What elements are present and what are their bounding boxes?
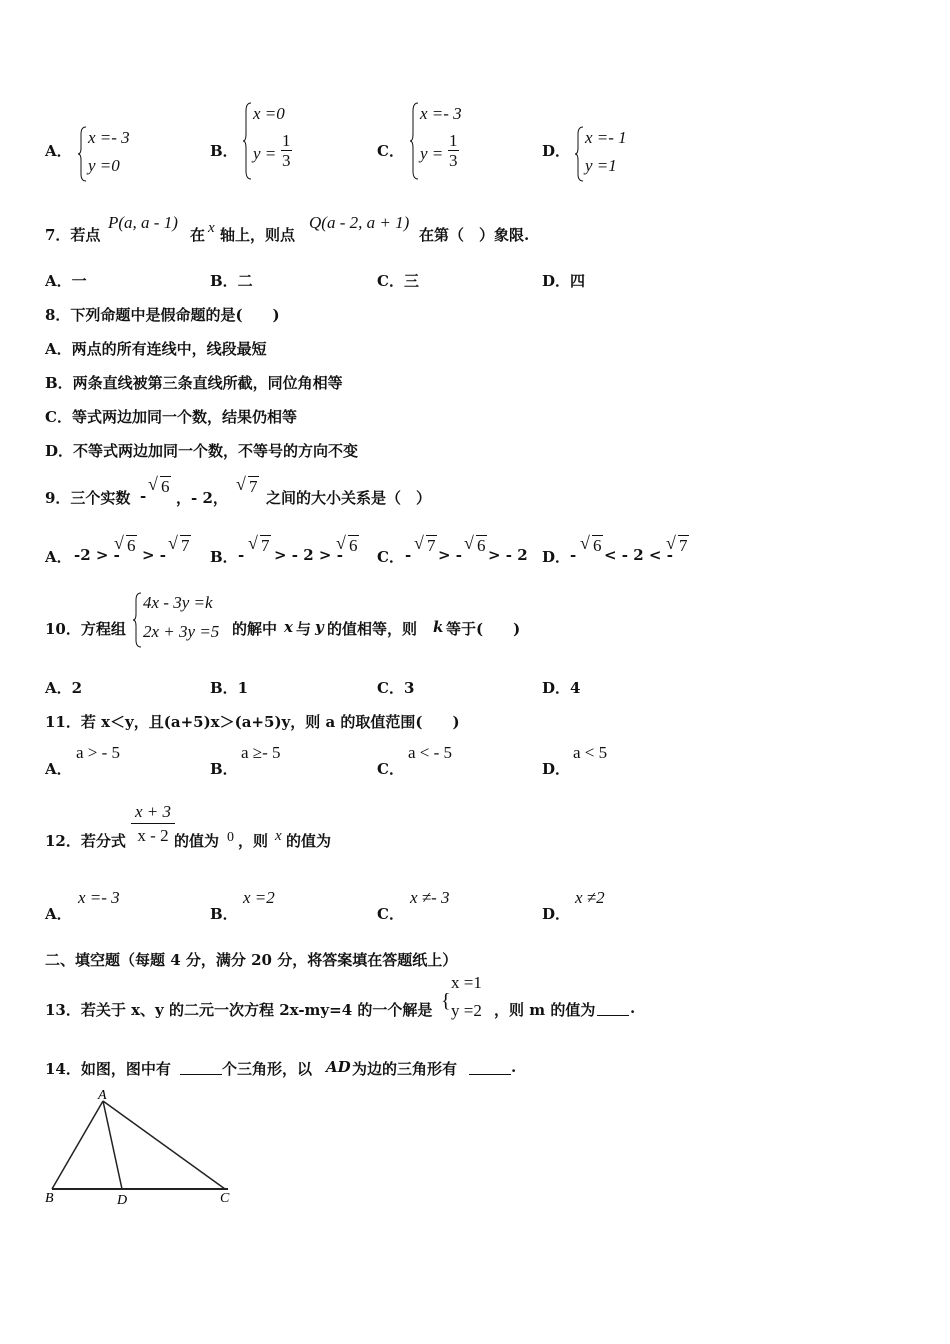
q13-end: . — [630, 999, 636, 1017]
label-a: A — [98, 1088, 107, 1103]
side-ac — [103, 1101, 225, 1189]
q9-option-d-label: D． — [542, 548, 571, 566]
q7-option-a: A．一 — [45, 272, 87, 290]
q10-number: 10．方程组 — [45, 620, 126, 638]
label-b: B — [45, 1191, 54, 1206]
q13-tail: ，则 m 的值为 — [494, 1001, 596, 1019]
q8-stem: 8．下列命题中是假命题的是( ) — [45, 306, 280, 324]
q6-b-line2: y = — [253, 144, 277, 163]
q7-text-tail: 在第（ ）象限. — [419, 226, 530, 244]
q7-var-x: x — [208, 220, 215, 236]
q7-point-p: P(a, a - 1) — [108, 213, 178, 232]
q12-mid: 的值为 — [174, 832, 220, 850]
q7-option-d: D．四 — [542, 272, 586, 290]
q14-segment-ad: AD — [326, 1058, 351, 1076]
q9-sqrt6: √ 6 — [150, 477, 171, 497]
brace-icon — [133, 592, 143, 648]
q14-answer-blank-2[interactable] — [469, 1074, 511, 1075]
q6-c-line1: x =- 3 — [420, 104, 462, 123]
q10-option-c: C．3 — [377, 679, 415, 697]
q12-option-c-label: C． — [377, 905, 404, 923]
brace-icon — [243, 102, 253, 180]
q7-point-q: Q(a - 2, a + 1) — [309, 213, 410, 232]
label-d: D — [117, 1193, 128, 1208]
q9-sqrt7: √ 7 — [238, 477, 259, 497]
q6-option-b-system — [243, 102, 323, 180]
q6-option-a-label: A． — [45, 142, 72, 160]
q12-option-a: x =- 3 — [78, 888, 120, 907]
q10-var-x: x — [284, 618, 293, 636]
q6-option-d-label: D． — [542, 142, 571, 160]
q9-option-b-label: B． — [210, 548, 238, 566]
q12-option-a-label: A． — [45, 905, 72, 923]
q9-c-sqrt7: √ 7 — [416, 536, 437, 556]
q12-tail: 的值为 — [286, 832, 332, 850]
q11-stem: 11．若 x＜y，且(a+5)x＞(a+5)y，则 a 的取值范围( ) — [45, 713, 460, 731]
q8-option-c: C．等式两边加同一个数，结果仍相等 — [45, 408, 297, 426]
q13-brace-icon: { — [441, 990, 451, 1012]
q9-tail: 之间的大小关系是（ ） — [266, 489, 432, 507]
q6-option-a-system — [78, 126, 158, 182]
q6-b-line1: x =0 — [253, 104, 285, 123]
q11-option-b-label: B． — [210, 760, 238, 778]
q10-option-d: D．4 — [542, 679, 581, 697]
q8-option-a: A．两点的所有连线中，线段最短 — [45, 340, 267, 358]
q8-option-d: D．不等式两边加同一个数，不等号的方向不变 — [45, 442, 359, 460]
q11-option-c-label: C． — [377, 760, 404, 778]
q12-fraction: $\frac{x + 3}{x - 2}$ — [131, 803, 175, 844]
q9-minus: - — [140, 487, 147, 505]
q14-mid: 个三角形，以 — [222, 1060, 313, 1078]
q12-number: 12．若分式 — [45, 832, 126, 850]
q7-text-mid: 在 — [190, 226, 206, 244]
q6-option-b-label: B． — [210, 142, 238, 160]
q9-b-part1: - — [238, 546, 245, 564]
q12-zero: 0 — [227, 830, 234, 845]
side-ab — [52, 1101, 103, 1189]
q9-b-sqrt6: √ 6 — [338, 536, 359, 556]
q9-a-part2: > - — [142, 546, 167, 564]
q7-option-b: B．二 — [210, 272, 253, 290]
q14-end: . — [511, 1058, 517, 1076]
q10-var-y: y — [315, 618, 324, 636]
segment-ad — [103, 1101, 122, 1189]
q6-option-d-system — [575, 126, 655, 182]
q8-option-b: B．两条直线被第三条直线所截，同位角相等 — [45, 374, 343, 392]
brace-icon — [78, 126, 88, 182]
q10-system — [133, 592, 233, 648]
q10-tail: 等于( ) — [446, 620, 521, 638]
q10-option-b: B．1 — [210, 679, 249, 697]
q9-d-sqrt6: √ 6 — [582, 536, 603, 556]
q12-var-x: x — [275, 828, 282, 844]
section-2-heading: 二、填空题（每题 4 分，满分 20 分，将答案填在答题纸上） — [45, 951, 458, 969]
q9-d-sqrt7: √ 7 — [668, 536, 689, 556]
q6-c-fraction: $\frac{1}{3}$ — [449, 131, 458, 170]
brace-icon — [575, 126, 585, 182]
q13-line1: x =1 — [451, 973, 482, 992]
q13-answer-blank[interactable] — [597, 1015, 629, 1016]
q12-option-b-label: B． — [210, 905, 238, 923]
q9-c-part2: > - — [438, 546, 463, 564]
q9-d-part1: - — [570, 546, 577, 564]
q10-var-k: k — [433, 618, 444, 636]
q9-a-sqrt6: √ 6 — [116, 536, 137, 556]
q9-option-a-label: A． — [45, 548, 72, 566]
q6-d-line1: x =- 1 — [585, 128, 627, 147]
q6-a-line2: y =0 — [88, 156, 120, 175]
q11-option-c: a < - 5 — [408, 743, 453, 762]
q11-option-a-label: A． — [45, 760, 72, 778]
q6-option-c-system — [410, 102, 490, 180]
q12-option-d-label: D． — [542, 905, 571, 923]
q10-eq1: 4x - 3y =k — [143, 593, 213, 612]
q12-comma: ，则 — [238, 832, 269, 850]
q6-a-line1: x =- 3 — [88, 128, 130, 147]
q9-a-part1: -2 > - — [74, 546, 120, 564]
q10-mid2: 与 — [296, 620, 312, 638]
q9-d-part2: < - 2 < - — [604, 546, 673, 564]
q11-option-b: a ≥- 5 — [241, 743, 281, 762]
q10-mid1: 的解中 — [232, 620, 278, 638]
q9-b-sqrt7: √ 7 — [250, 536, 271, 556]
q12-option-b: x =2 — [243, 888, 275, 907]
q12-option-c: x ≠- 3 — [410, 888, 450, 907]
q14-prefix: 14．如图，图中有 — [45, 1060, 171, 1078]
q6-b-fraction: $\frac{1}{3}$ — [282, 131, 291, 170]
q10-option-a: A．2 — [45, 679, 83, 697]
q7-option-c: C．三 — [377, 272, 419, 290]
q9-c-sqrt6: √ 6 — [466, 536, 487, 556]
q12-option-d: x ≠2 — [575, 888, 605, 907]
q9-a-sqrt7: √ 7 — [170, 536, 191, 556]
q9-sep: ，- 2， — [176, 489, 228, 507]
q7-text-axis: 轴上，则点 — [220, 226, 296, 244]
q6-option-c-label: C． — [377, 142, 404, 160]
q9-b-part2: > - 2 > - — [274, 546, 343, 564]
q14-mid2: 为边的三角形有 — [352, 1060, 458, 1078]
q10-eq2: 2x + 3y =5 — [143, 622, 220, 641]
q6-c-line2: y = — [420, 144, 444, 163]
q11-option-d: a < 5 — [573, 743, 608, 762]
q14-answer-blank-1[interactable] — [180, 1074, 222, 1075]
q9-c-part3: > - 2 — [488, 546, 528, 564]
triangle-figure — [40, 1085, 240, 1210]
q7-number: 7．若点 — [45, 226, 101, 244]
q11-option-d-label: D． — [542, 760, 571, 778]
q9-c-part1: - — [405, 546, 412, 564]
q6-d-line2: y =1 — [585, 156, 617, 175]
q11-option-a: a > - 5 — [76, 743, 121, 762]
q9-prefix: 9．三个实数 — [45, 489, 131, 507]
q13-prefix: 13．若关于 x、y 的二元一次方程 2x-my=4 的一个解是 — [45, 1001, 433, 1019]
brace-icon — [410, 102, 420, 180]
label-c: C — [220, 1191, 230, 1206]
q10-mid3: 的值相等，则 — [327, 620, 418, 638]
q13-line2: y =2 — [451, 1001, 482, 1020]
q9-option-c-label: C． — [377, 548, 404, 566]
